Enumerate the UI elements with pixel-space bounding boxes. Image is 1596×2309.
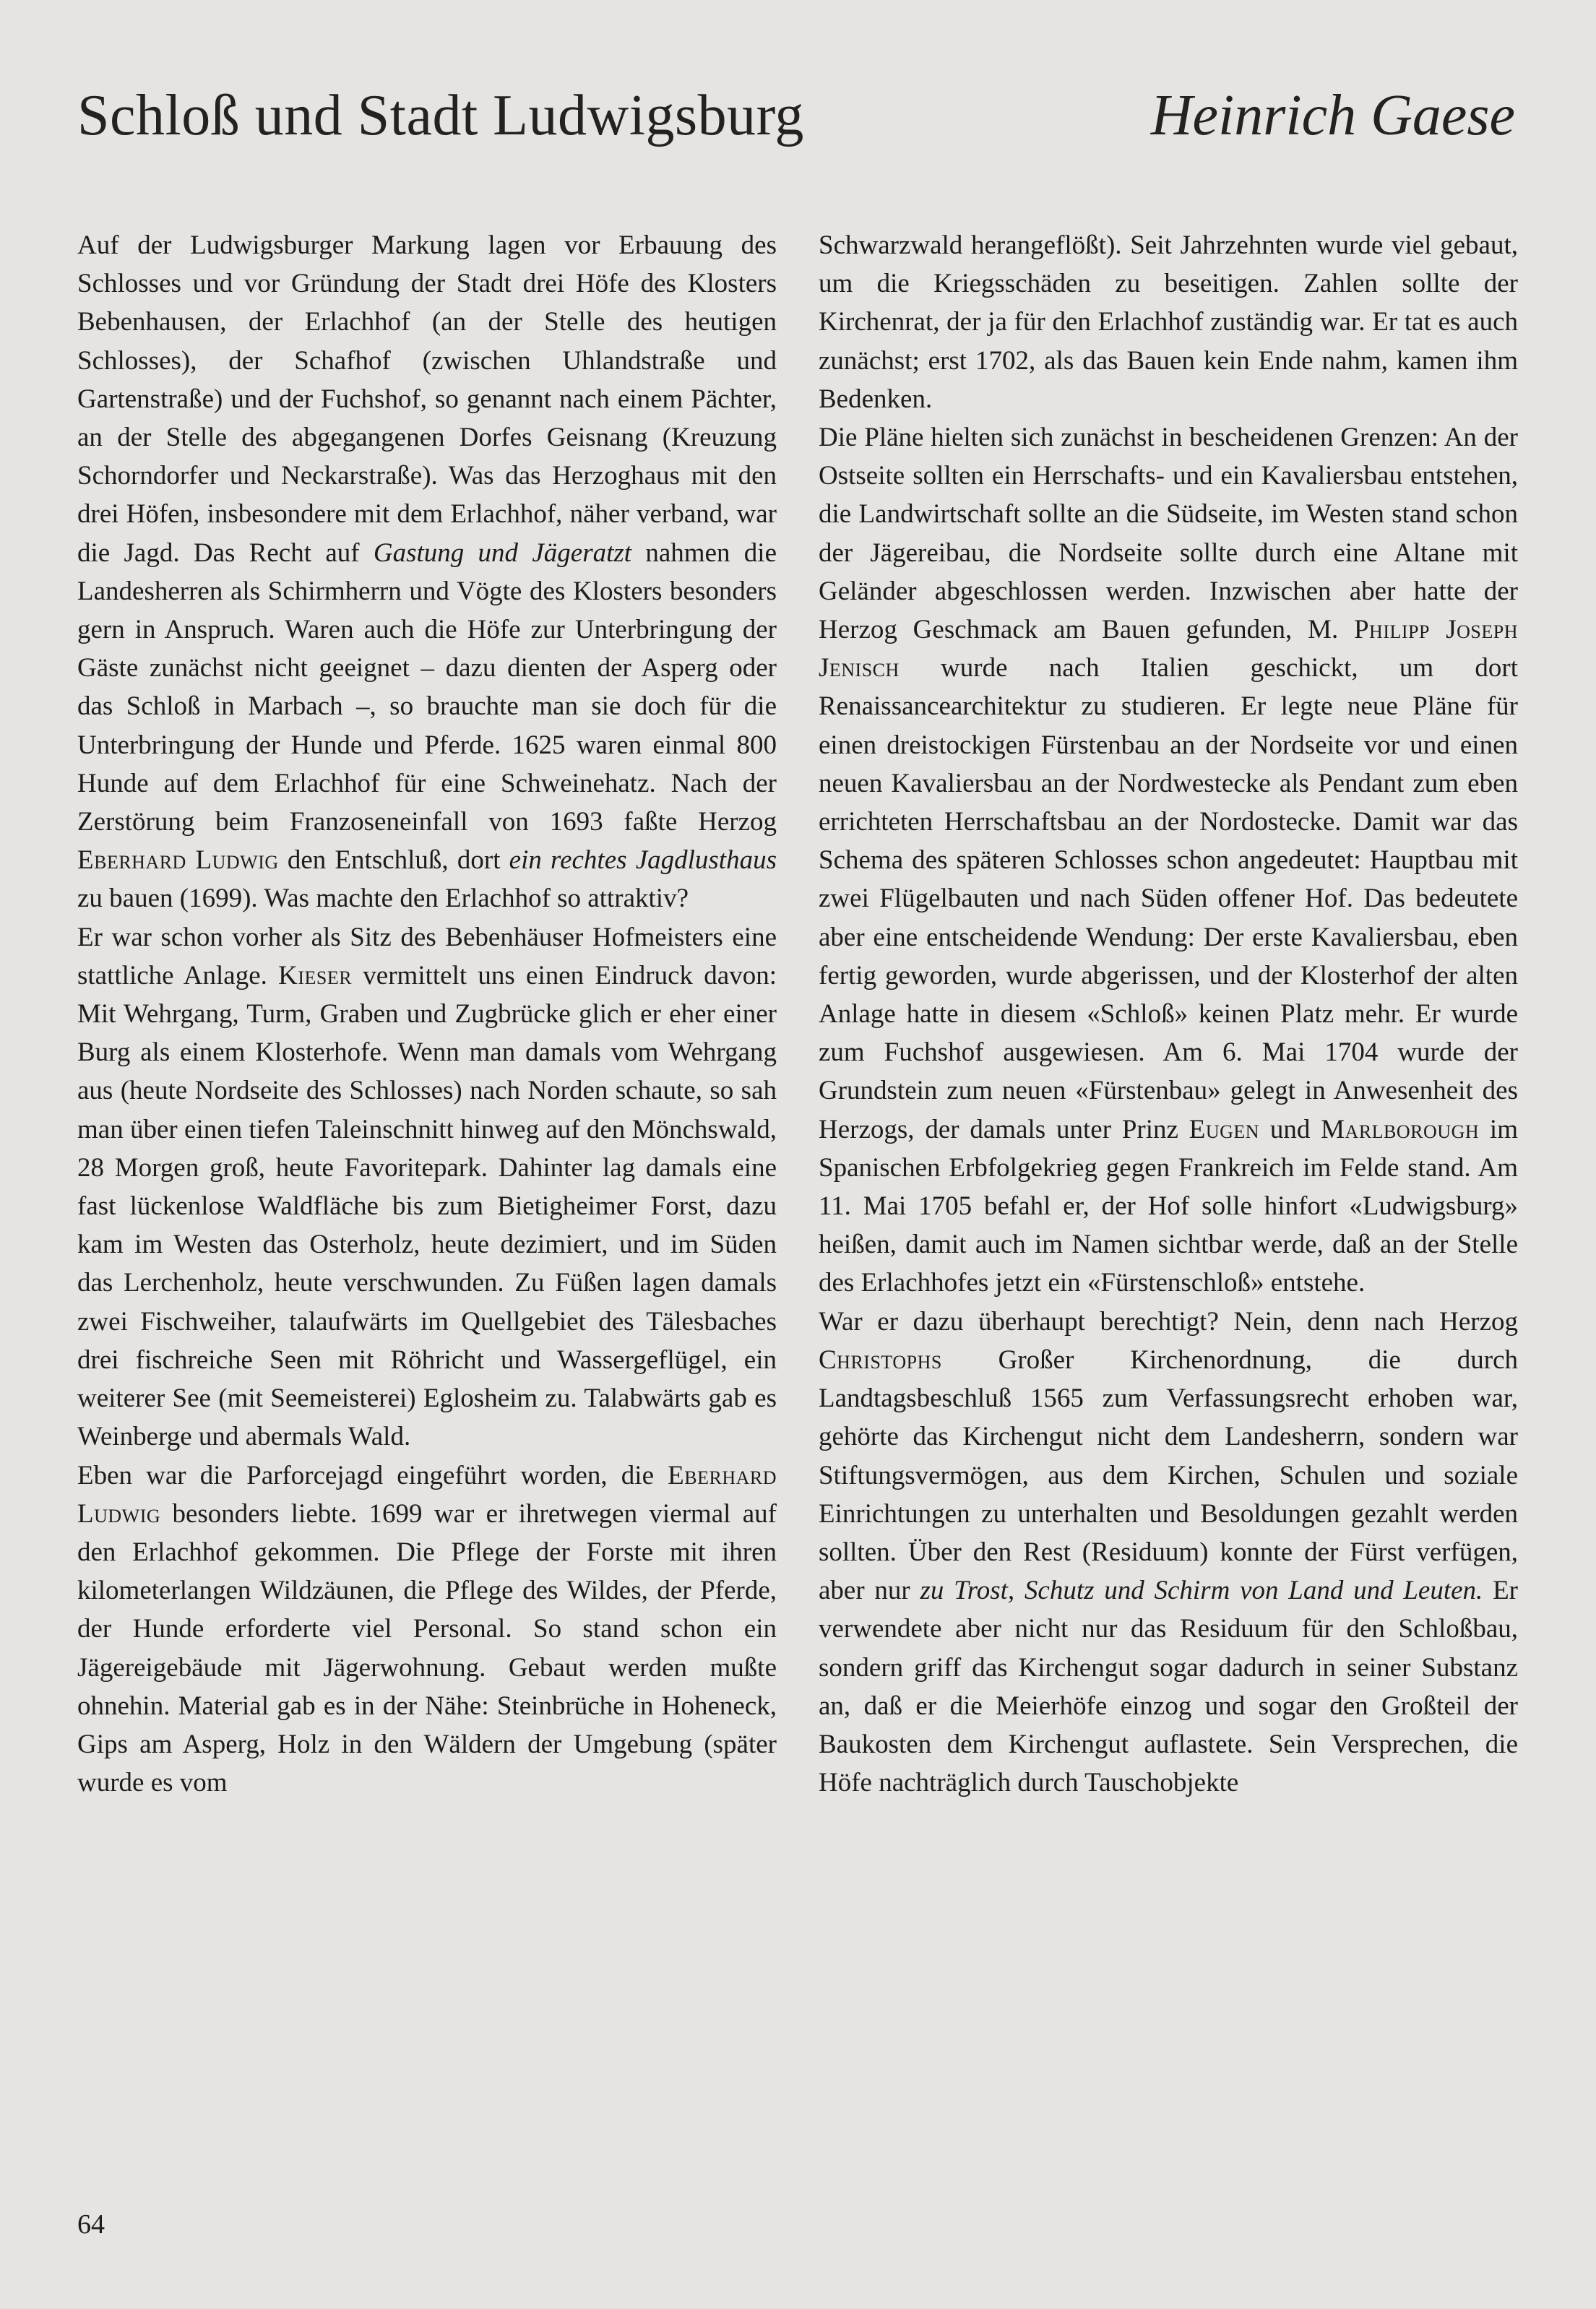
paragraph — [819, 418, 1518, 1303]
text-run: Eben war die Parforcejagd eingeführt worden, die — [77, 1460, 668, 1490]
name-smallcaps: Eugen — [1189, 1114, 1260, 1144]
text-run: Die Pläne hielten sich zunächst in bescheidenen Grenzen: An der Ostseite sollten ein Herrschafts- und ein Kavaliersbau entstehen, die Landwirtschaft sollte an die Südseite, im Westen stand schon der Jägereibau, die Nordseite sollte durch eine Altane mit Geländer abgeschlossen werden. Inzwischen aber hatte der Herzog Geschmack am Bauen gefunden, M. — [819, 423, 1518, 645]
name-smallcaps: Eberhard Ludwig — [77, 845, 279, 876]
text-run: zu bauen (1699). Was machte den Erlachhof so attraktiv? — [77, 884, 689, 914]
page-number: 64 — [77, 2209, 105, 2240]
text-run: Er verwendete aber nicht nur das Residuum für den Schloßbau, sondern griff das Kirchengut sogar dadurch in seiner Substanz an, daß er die Meierhöfe einzog und sogar den Großteil der Baukosten dem Kirchengut auflastete. Sein Versprechen, die Höfe nachträglich durch Tauschobjekte — [819, 1576, 1518, 1798]
name-smallcaps: Kieser — [278, 960, 353, 991]
text-run: besonders liebte. 1699 war er ihretwegen viermal auf den Erlachhof gekommen. Die Pflege der Forste mit ihren kilometerlangen Wildzäunen, die Pflege des Wildes, der Pferde, der Hunde erforderte viel Personal. So stand schon ein Jägereigebäude mit Jägerwohnung. Gebaut werden mußte ohnehin. Material gab es in der Nähe: Steinbrüche in Hoheneck, Gips am Asperg, Holz in den Wäldern der Umgebung (später wurde es vom — [77, 1498, 777, 1798]
paragraph — [819, 226, 1518, 418]
text-run: vermittelt uns einen Eindruck davon: Mit Wehrgang, Turm, Graben und Zugbrücke glich er eher einer Burg als einem Klosterhofe. Wenn man damals vom Wehrgang aus (heute Nordseite des Schlosses) nach Norden schaute, so sah man über einen tiefen Taleinschnitt hinweg auf den Mönchswald, 28 Morgen groß, heute Favoritepark. Dahinter lag damals eine fast lückenlose Waldfläche bis zum Bietigheimer Forst, dazu kam im Westen das Osterholz, heute dezimiert, und im Süden das Lerchenholz, heute verschwunden. Zu Füßen lagen damals zwei Fischweiher, talaufwärts im Quellgebiet des Tälesbaches drei fischreiche Seen mit Röhricht und Wassergeflügel, ein weiterer See (mit Seemeisterei) Eglosheim zu. Talabwärts gab es Weinberge und abermals Wald. — [77, 960, 777, 1452]
paragraph — [77, 226, 777, 918]
left-text-column — [77, 226, 777, 1802]
page-author: Heinrich Gaese — [1150, 84, 1515, 147]
paragraph — [77, 1456, 777, 1803]
text-run: Großer Kirchenordnung, die durch Landtagsbeschluß 1565 zum Verfassungsrecht erhoben war, gehörte das Kirchengut nicht dem Landesherrn, sondern war Stiftungsvermögen, aus dem Kirchen, Schulen und soziale Einrichtungen zu unterhalten und Besoldungen gezahlt werden sollten. Über den Rest (Residuum) konnte der Fürst verfügen, aber nur — [819, 1345, 1518, 1606]
page-header — [77, 65, 1515, 147]
text-run: wurde nach Italien geschickt, um dort Renaissancearchitektur zu studieren. Er legte neue Pläne für einen dreistockigen Fürstenbau an der Nordseite vor und einen neuen Kavaliersbau an der Nordwestecke als Pendant zum eben errichteten Herrschaftsbau an der Nordostecke. Damit war das Schema des späteren Schlosses schon angedeutet: Hauptbau mit zwei Flügelbauten und nach Süden offener Hof. Das bedeutete aber eine entscheidende Wendung: Der erste Kavaliersbau, eben fertig geworden, wurde abgerissen, und der Klosterhof der alten Anlage hatte in diesem «Schloß» keinen Platz mehr. Er wurde zum Fuchshof ausgewiesen. Am 6. Mai 1704 wurde der Grundstein zum neuen «Fürstenbau» gelegt in Anwesenheit des Herzogs, der damals unter Prinz — [819, 653, 1518, 1144]
paragraph — [77, 918, 777, 1456]
name-smallcaps: Philipp Joseph Jenisch — [819, 615, 1518, 683]
paragraph — [819, 1303, 1518, 1803]
text-run: Auf der Ludwigsburger Markung lagen vor Erbauung des Schlosses und vor Gründung der Stadt drei Höfe des Klosters Bebenhausen, der Erlachhof (an der Stelle des heutigen Schlosses), der Schafhof (zwischen Uhlandstraße und Gartenstraße) und der Fuchshof, so genannt nach einem Pächter, an der Stelle des abgegangenen Dorfes Geisnang (Kreuzung Schorndorfer und Neckarstraße). Was das Herzoghaus mit den drei Höfen, insbesondere mit dem Erlachhof, näher verband, war die Jagd. Das Recht auf — [77, 230, 777, 568]
name-smallcaps: Eberhard Ludwig — [77, 1460, 777, 1529]
right-text-column — [819, 226, 1518, 1802]
text-run: den Entschluß, dort — [278, 845, 509, 876]
name-smallcaps: Christophs — [819, 1345, 942, 1375]
text-run: Schwarzwald herangeflößt). Seit Jahrzehnten wurde viel gebaut, um die Kriegsschäden zu beseitigen. Zahlen sollte der Kirchenrat, der ja für den Erlachhof zuständig war. Er tat es auch zunächst; erst 1702, als das Bauen kein Ende nahm, kamen ihm Bedenken. — [819, 230, 1518, 414]
page-title: Schloß und Stadt Ludwigsburg — [77, 84, 804, 147]
italic-text: zu Trost, Schutz und Schirm von Land und Leuten. — [920, 1576, 1483, 1606]
italic-text: ein rechtes Jagdlusthaus — [509, 845, 777, 876]
text-run: War er dazu überhaupt berechtigt? Nein, denn nach Herzog — [819, 1306, 1518, 1337]
text-run: Er war schon vorher als Sitz des Bebenhäuser Hofmeisters eine stattliche Anlage. — [77, 922, 777, 991]
text-run: nahmen die Landesherren als Schirmherrn und Vögte des Klosters besonders gern in Anspruch. Waren auch die Höfe zur Unterbringung der Gäste zunächst nicht geeignet – dazu dienten der Asperg oder das Schloß in Marbach –, so brauchte man sie doch für die Unterbringung der Hunde und Pferde. 1625 waren einmal 800 Hunde auf dem Erlachhof für eine Schweinehatz. Nach der Zerstörung beim Franzoseneinfall von 1693 faßte Herzog — [77, 538, 777, 837]
italic-text: Gastung und Jägeratzt — [373, 538, 632, 568]
name-smallcaps: Marlborough — [1321, 1114, 1480, 1144]
text-run: und — [1259, 1114, 1321, 1144]
text-run: im Spanischen Erbfolgekrieg gegen Frankreich im Felde stand. Am 11. Mai 1705 befahl er, der Hof solle hinfort «Ludwigsburg» heißen, damit auch im Namen sichtbar werde, daß an der Stelle des Erlachhofes jetzt ein «Fürstenschloß» entstehe. — [819, 1114, 1518, 1298]
